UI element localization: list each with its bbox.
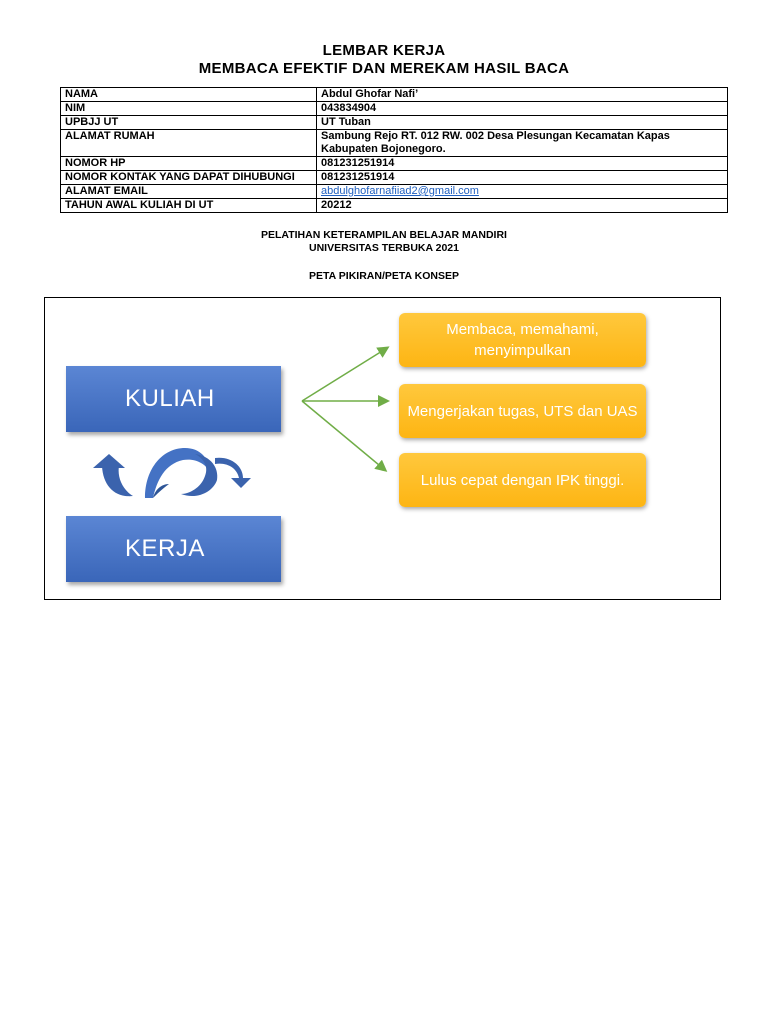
row-label: NOMOR HP — [61, 157, 317, 171]
email-link[interactable]: abdulghofarnafiiad2@gmail.com — [321, 185, 479, 197]
row-label: NOMOR KONTAK YANG DAPAT DIHUBUNGI — [61, 171, 317, 185]
branch-label-1: Membaca, memahami, menyimpulkan — [446, 321, 599, 359]
branch-box-2 — [399, 384, 646, 438]
row-value — [317, 185, 728, 199]
table-row — [61, 185, 728, 199]
row-value: Sambung Rejo RT. 012 RW. 002 Desa Plesungan Kecamatan Kapas Kabupaten Bojonegoro. — [317, 130, 728, 157]
table-row — [61, 116, 728, 130]
mind-map-frame — [44, 297, 721, 600]
branch-box-1 — [399, 313, 646, 367]
branch-box-3 — [399, 453, 646, 507]
worksheet-subtitle: MEMBACA EFEKTIF DAN MEREKAM HASIL BACA — [198, 60, 570, 77]
table-row — [61, 88, 728, 102]
branch-label-3: Lulus cepat dengan IPK tinggi. — [420, 471, 625, 489]
table-row — [61, 102, 728, 116]
row-value: 081231251914 — [317, 157, 728, 171]
row-value: 20212 — [317, 199, 728, 213]
table-row — [61, 157, 728, 171]
table-row — [61, 171, 728, 185]
row-value: 081231251914 — [317, 171, 728, 185]
connector-arrow — [302, 401, 385, 470]
row-label: UPBJJ UT — [61, 116, 317, 130]
worksheet-title: LEMBAR KERJA — [322, 42, 446, 59]
row-label: ALAMAT EMAIL — [61, 185, 317, 199]
kerja-label: KERJA — [125, 535, 205, 562]
row-label: NAMA — [61, 88, 317, 102]
training-title: PELATIHAN KETERAMPILAN BELAJAR MANDIRI — [261, 229, 507, 241]
kerja-box — [66, 516, 281, 582]
row-value: Abdul Ghofar Nafi’ — [317, 88, 728, 102]
student-info-table — [60, 87, 728, 213]
university-title: UNIVERSITAS TERBUKA 2021 — [309, 242, 459, 254]
connector-arrow — [302, 348, 387, 401]
table-row — [61, 199, 728, 213]
row-label: ALAMAT RUMAH — [61, 130, 317, 157]
row-label: NIM — [61, 102, 317, 116]
row-label: TAHUN AWAL KULIAH DI UT — [61, 199, 317, 213]
kuliah-box — [66, 366, 281, 432]
kuliah-label: KULIAH — [125, 385, 215, 412]
cycle-arrows-icon — [93, 448, 251, 498]
branch-label-2: Mengerjakan tugas, UTS dan UAS — [407, 402, 638, 420]
row-value: 043834904 — [317, 102, 728, 116]
table-row — [61, 130, 728, 157]
row-value: UT Tuban — [317, 116, 728, 130]
mind-map-title: PETA PIKIRAN/PETA KONSEP — [309, 270, 459, 282]
